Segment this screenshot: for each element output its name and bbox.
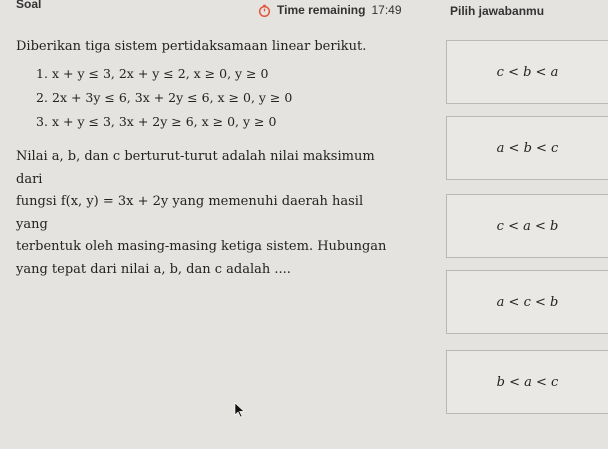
timer: [258, 3, 402, 17]
stopwatch-icon: [258, 4, 271, 17]
system-item: [36, 86, 436, 110]
answer-option-1[interactable]: c < b < a: [446, 40, 608, 104]
system-number: 3.: [36, 114, 48, 129]
system-number: 2.: [36, 90, 48, 105]
system-text: 2x + 3y ≤ 6, 3x + 2y ≤ 6, x ≥ 0, y ≥ 0: [52, 90, 293, 105]
paragraph-line: yang tepat dari nilai a, b, dan c adalah ....: [16, 261, 291, 277]
paragraph-line: Nilai a, b, dan c berturut-turut adalah nilai maksimum dari: [16, 149, 375, 187]
top-bar: [0, 0, 608, 22]
paragraph-line: terbentuk oleh masing-masing ketiga sistem. Hubungan: [16, 239, 387, 254]
system-number: 1.: [36, 66, 48, 81]
question-paragraph: [16, 146, 396, 281]
answer-option-5[interactable]: b < a < c: [446, 350, 608, 414]
soal-label: Soal: [16, 0, 42, 11]
system-text: x + y ≤ 3, 2x + y ≤ 2, x ≥ 0, y ≥ 0: [52, 66, 269, 81]
answer-option-2[interactable]: a < b < c: [446, 116, 608, 180]
system-item: [36, 110, 436, 134]
question-intro: Diberikan tiga sistem pertidaksamaan linear berikut.: [16, 39, 367, 54]
answer-option-3[interactable]: c < a < b: [446, 194, 608, 258]
system-item: [36, 62, 436, 86]
answer-option-4[interactable]: a < c < b: [446, 270, 608, 334]
timer-label: Time remaining: [277, 3, 366, 17]
paragraph-line: fungsi f(x, y) = 3x + 2y yang memenuhi daerah hasil yang: [16, 194, 364, 232]
answers-heading: Pilih jawabanmu: [450, 4, 545, 18]
timer-value: 17:49: [371, 3, 402, 17]
mouse-pointer-icon: [234, 402, 246, 418]
system-text: x + y ≤ 3, 3x + 2y ≥ 6, x ≥ 0, y ≥ 0: [52, 114, 277, 129]
systems-list: [36, 62, 436, 134]
